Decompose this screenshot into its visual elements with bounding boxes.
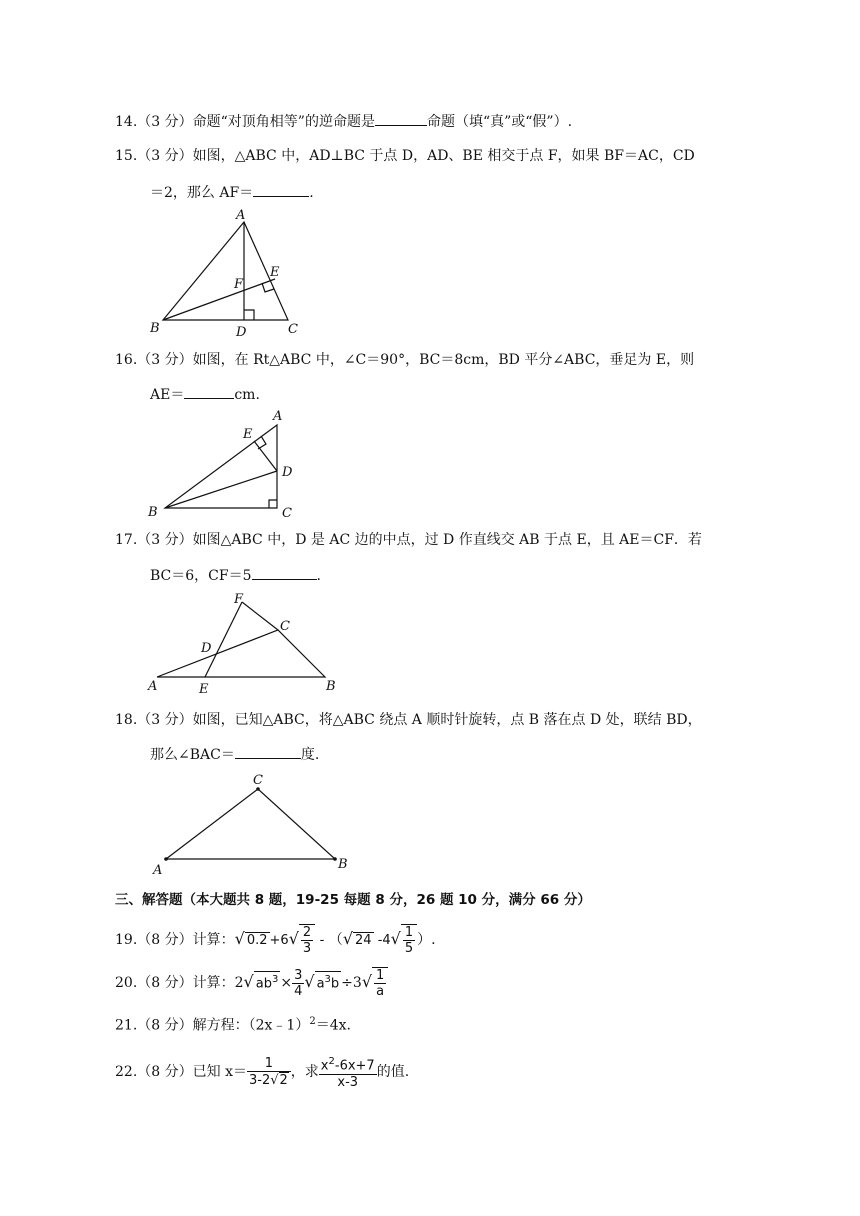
q18-line1: 如图，已知△ABC，将△ABC 绕点 A 顺时针旋转，点 B 落在点 D 处，联结 BD， <box>192 712 702 728</box>
q14-text-a: 命题“对顶角相等”的逆命题是 <box>192 114 375 130</box>
q20-frac3-den: a <box>376 984 385 999</box>
q19-frac2-num: 1 <box>404 925 414 940</box>
q20-times: × <box>280 975 293 991</box>
q19-number: 19. <box>115 932 138 948</box>
q20-frac-den: 4 <box>294 983 303 999</box>
q21-exp: 2 <box>309 1016 316 1027</box>
q20-exp1: 3 <box>271 973 279 985</box>
q21-text: 解方程：（2x﹣1） <box>192 1017 310 1034</box>
q19-plus: +6 <box>269 933 289 948</box>
q19-frac1-num: 2 <box>302 925 312 940</box>
q20-exp2: 3 <box>324 973 331 985</box>
q16-line2-b: cm. <box>234 387 260 403</box>
q16-label-a: A <box>273 409 283 424</box>
q19-close: ）. <box>417 932 436 948</box>
q19-radicand-2: 24 <box>355 933 372 948</box>
question-20: 20.（8 分）计算：2√ $ab^3$ × $\frac{3}{4}$ √ $a^3b \div 3√$ $\frac{1}{a}$ <box>115 965 388 1000</box>
q19-score: （8 分） <box>137 932 193 948</box>
q21-rest: ＝4x. <box>315 1017 351 1034</box>
q21-number: 21. <box>115 1017 138 1034</box>
q18-score: （3 分） <box>137 712 193 728</box>
q19-minus4: -4 <box>373 933 391 948</box>
q14-score: （3 分） <box>137 114 193 130</box>
section-3-title: 三、解答题（本大题共 8 题，19-25 每题 8 分，26 题 10 分，满分 66 分） <box>115 892 591 908</box>
q15-line1: 如图，△ABC 中，AD⊥BC 于点 D，AD、BE 相交于点 F，如果 BF＝AC，CD <box>192 148 695 164</box>
q20-frac3-num: 1 <box>376 968 385 983</box>
q20-rad1: ab <box>255 976 272 991</box>
q20-div: ÷3 <box>341 975 362 991</box>
q18-label-a: A <box>153 863 163 878</box>
q19-frac1-den: 3 <box>302 941 312 956</box>
q15-label-f: F <box>234 277 244 292</box>
q22-score: （8 分） <box>137 1064 193 1080</box>
q15-label-a: A <box>236 208 246 223</box>
q21-score: （8 分） <box>137 1017 193 1034</box>
q18-triangle-abc <box>166 789 335 859</box>
q16-label-c: C <box>282 506 292 521</box>
q20-rad2a: a <box>316 976 325 991</box>
q20-text: 计算： <box>192 975 235 991</box>
q22-gnum-a: x <box>320 1058 329 1074</box>
q17-label-a: A <box>148 679 158 694</box>
q22-text-c: 的值. <box>376 1064 410 1080</box>
q16-line2-a: AE＝ <box>150 387 185 403</box>
q22-frac-num: 1 <box>247 1056 291 1072</box>
q18-point-b <box>333 857 337 861</box>
q19-frac2-den: 5 <box>404 941 414 956</box>
q22-text-b: ，求 <box>290 1064 319 1080</box>
q22-gden: x-3 <box>337 1074 359 1090</box>
q20-number: 20. <box>115 975 138 991</box>
q20-rad2b: b <box>330 976 340 991</box>
q22-gnum-exp: 2 <box>328 1056 335 1068</box>
q18-line2-b: 度. <box>300 747 320 763</box>
q15-number: 15. <box>115 148 138 164</box>
q17-label-d: D <box>201 641 212 656</box>
q17-score: （3 分） <box>137 532 193 548</box>
q17-label-e: E <box>199 682 209 697</box>
q20-frac-num: 3 <box>294 967 303 983</box>
q22-number: 22. <box>115 1064 138 1080</box>
q16-label-b: B <box>148 505 158 520</box>
q19-minus-paren: - （ <box>315 932 343 948</box>
q17-number: 17. <box>115 532 138 548</box>
q22-text-a: 已知 x＝ <box>192 1064 247 1080</box>
q17-label-f: F <box>234 592 244 607</box>
q17-line2-b: . <box>316 568 321 584</box>
q22-frac-den-rad: 2 <box>279 1072 288 1088</box>
q15-label-d: D <box>236 325 247 340</box>
q17-line1: 如图△ABC 中，D 是 AC 边的中点，过 D 作直线交 AB 于点 E，且 AE＝CF．若 <box>192 532 702 548</box>
q15-line2-b: . <box>309 185 314 201</box>
q18-point-a <box>164 857 168 861</box>
q18-label-c: C <box>253 773 263 788</box>
q15-label-b: B <box>150 321 160 336</box>
q15-label-c: C <box>288 322 298 337</box>
q14-text-b: 命题（填“真”或“假”）. <box>426 114 573 130</box>
q20-score: （8 分） <box>137 975 193 991</box>
q19-radicand-1: 0.2 <box>246 933 268 948</box>
q15-line2-a: ＝2，那么 AF＝ <box>150 185 254 201</box>
q20-coef: 2 <box>234 975 244 991</box>
q18-label-b: B <box>338 857 348 872</box>
question-22: 22.（8 分）已知 x＝ $\frac{1}{3-2√2}$ ，求 $\frac{x^2-6x+7}{x-3}$ 的值. <box>115 1055 410 1090</box>
q16-label-d: D <box>282 465 293 480</box>
q18-number: 18. <box>115 712 138 728</box>
q16-number: 16. <box>115 352 138 368</box>
q17-label-b: B <box>326 679 336 694</box>
q16-line1: 如图，在 Rt△ABC 中，∠C＝90°，BC＝8cm，BD 平分∠ABC，垂足为 E，则 <box>192 352 695 368</box>
q17-line2-a: BC＝6，CF＝5 <box>150 568 252 584</box>
q22-frac-den-a: 3-2 <box>248 1072 271 1088</box>
q14-number: 14. <box>115 114 138 130</box>
q16-label-e: E <box>243 427 253 442</box>
q19-text: 计算： <box>192 932 235 948</box>
q15-label-e: E <box>270 265 280 280</box>
q17-label-c: C <box>280 619 290 634</box>
q22-gnum-b: -6x+7 <box>334 1058 375 1074</box>
question-19: 19.（8 分）计算：√ 0.2 +6√ $\frac{2}{3}$ - （√ 24 -4√ $\frac{1}{5}$ ）. <box>115 925 436 956</box>
q16-score: （3 分） <box>137 352 193 368</box>
q18-line2-a: 那么∠BAC＝ <box>150 747 235 763</box>
q15-score: （3 分） <box>137 148 193 164</box>
question-21 <box>115 1012 351 1036</box>
